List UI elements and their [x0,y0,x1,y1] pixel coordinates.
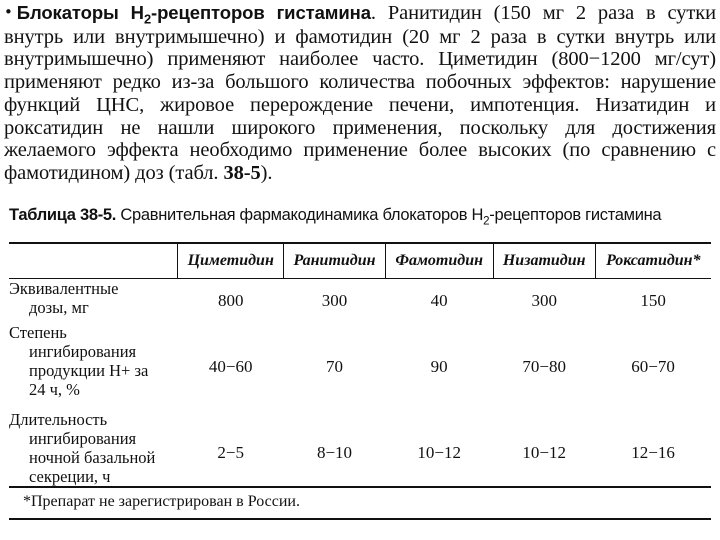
table-cell: 40−60 [208,356,253,376]
paragraph-body: . Ранитидин (150 мг 2 раза в сутки внутрь или внутримышечно) и фамотидин (20 мг 2 раза в сутки внутрь или внутримышечно) применяют наиболее часто. Циметидин (800−1200 мг/сут) применяют редко из-за большого количества побочных эффектов: нарушение функций ЦНС, жировое перерождение печени, импотенция. Низатидин и роксатидин не нашли широкого применения, поскольку для достижения желаемого эффекта необходимо применение более высоких (по сравнению с фамотидином) доз (табл. [4,2,716,184]
table-cell: 300 [531,291,557,310]
table-cell: 10−12 [522,443,566,462]
table-cell: 90 [430,356,448,376]
table-cell: 70 [326,356,344,376]
pharmacodynamics-table [9,242,711,496]
body-paragraph: • Блокаторы $Н_2$-рецепторов гистамина. Ранитидин (150 мг 2 раза в сутки внутрь или внутримышечно) и фамотидин (20 мг 2 раза в сутки внутрь или внутримышечно) применяют наиболее часто. Циметидин (800−1200 мг/сут) применяют редко из-за большого количества побочных эффектов: нарушение функций ЦНС, жировое перерождение печени, импотенция. Низатидин и роксатидин не нашли широкого применения, поскольку для достижения желаемого эффекта необходимо применение более высоких (по сравнению с фамотидином) доз (табл. 38-5). [4,2,716,184]
column-header: Низатидин [493,243,595,279]
table-cell: 2−5 [217,443,244,462]
table-cell: 40 [430,291,448,310]
table-row [9,410,711,496]
table-caption-label: Таблица 38-5. [9,206,117,224]
table-header-row [9,243,711,279]
table-cell: 8−10 [316,443,353,462]
row-label: Эквивалентные дозы, мг [9,279,119,317]
table-corner-cell [9,243,178,279]
table-cell: 60−70 [631,356,675,376]
column-header: Фамотидин [385,243,493,279]
paragraph-term: Блокаторы $Н_2$-рецепторов гистамина [16,2,371,27]
row-label: Степень ингибирования продукции H+ за 24 ч, % [9,323,149,399]
table-row [9,323,711,410]
column-header: Циметидин [178,243,284,279]
row-label: Длительность ингибирования ночной базальной секреции, ч [9,410,156,486]
table-reference: 38-5 [223,161,261,184]
table-footnote: *Препарат не зарегистрирован в России. [9,486,711,520]
table-cell: 12−16 [631,443,675,462]
table-cell: 800 [217,291,244,310]
table-row [9,279,711,324]
table-cell: 150 [640,291,666,310]
column-header: Ранитидин [284,243,385,279]
table-cell: 300 [321,291,348,310]
bullet-marker: • [4,3,13,21]
table-cell: 70−80 [522,356,566,376]
table-caption: Таблица 38-5. Сравнительная фармакодинамика блокаторов $Н_2$-рецепторов гистамина [9,206,662,228]
column-header: Роксатидин* [595,243,711,279]
table-cell: 10−12 [417,443,461,462]
